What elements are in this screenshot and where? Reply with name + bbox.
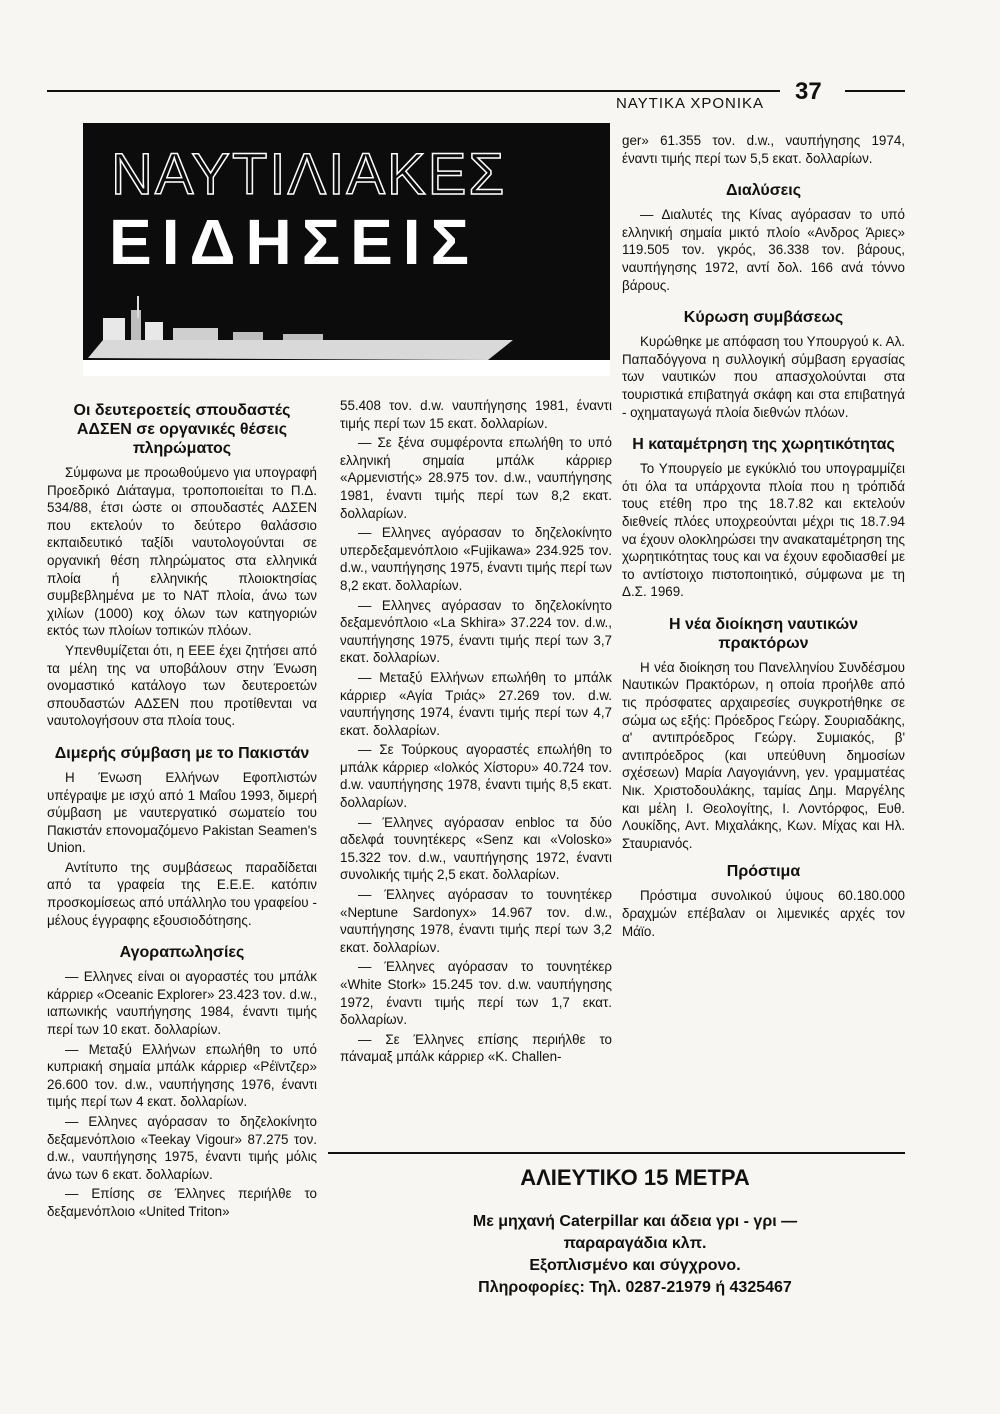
classified-ad (400, 1165, 870, 1299)
article-paragraph: Υπενθυμίζεται ότι, η ΕΕΕ έχει ζητήσει από τα μέλη της να υποβάλουν στην Ένωση ονομαστικό κατάλογο των δευτεροετών σπουδαστών ΑΔΣΕΝ που προτίθενται να ναυτολογήσουν στα πλοία τους. (47, 642, 317, 729)
running-title: ΝΑΥΤΙΚΑ ΧΡΟΝΙΚΑ (615, 95, 765, 112)
ship-illustration (83, 288, 610, 376)
header-rule-left (47, 90, 780, 92)
banner-title-line2: ΕΙΔΗΣΕΙΣ (109, 206, 479, 278)
article-paragraph: Πρόστιμα συνολικού ύψους 60.180.000 δραχμών επέβαλαν οι λιμενικές αρχές τον Μάϊο. (622, 888, 905, 939)
ad-divider (328, 1152, 905, 1154)
article-paragraph: Σύμφωνα με προωθούμενο για υπογραφή Προεδρικό Διάταγμα, τροποποιείται το Π.Δ. 534/88, έτσι ώστε οι σπουδαστές ΑΔΣΕΝ που εκτελούν το δεύτερο θαλάσσιο εκπαιδευτικό ταξίδι ναυτολογούνται σε οργανική θέση πληρώματος στα ελληνικά πλοία ή ελληνικής πλοιοκτησίας συμβεβλημένα με το ΝΑΤ πλοία, άνω των χιλίων (1000) κοχ όλων των κατηγοριών εκτός των πλοίων τοπικών πλόων. (47, 465, 317, 639)
page-number: 37 (795, 78, 822, 105)
sale-item: — Μεταξύ Ελλήνων επωλήθη το υπό κυπριακή σημαία μπάλκ κάρριερ «Ρέϊντζερ» 26.600 τον. d.w., ναυπήγησης 1976, έναντι τιμής περί των 4 εκατ. δολλαρίων. (47, 1041, 317, 1110)
heading-demolitions: Διαλύσεις (725, 182, 802, 200)
sale-item: — Επίσης σε Έλληνες περιήλθε το δεξαμενόπλοιο «United Triton» (47, 1186, 317, 1219)
ad-contact: Πληροφορίες: Τηλ. 0287-21979 ή 4325467 (478, 1279, 792, 1296)
article-paragraph: Αντίτυπο της συμβάσεως παραδίδεται από τα γραφεία της Ε.Ε.Ε. κατόπιν προσκομίσεως από υπάλληλο του γραφείου - μέλους έγγραφης εξουσιοδότησης. (47, 859, 317, 928)
article-paragraph: — Διαλυτές της Κίνας αγόρασαν το υπό ελληνική σημαία μικτό πλοίο «Ανδρος Άριες» 119.505 τον. γκρός, 36.338 τον. βάρους, ναυπήγησης 1972, αντί δολ. 166 ανά τόννο βάρους. (622, 207, 905, 293)
sale-item: — Ελληνες αγόρασαν το δηζελοκίνητο δεξαμενόπλοιο «Teekay Vigour» 87.275 τον. d.w., ναυπήγησης 1975, έναντι τιμής μόλις άνω των 6 εκατ. δολλαρίων. (47, 1114, 317, 1182)
sale-item: — Ελληνες είναι οι αγοραστές του μπάλκ κάρριερ «Oceanic Explorer» 23.423 τον. d.w., ιαπωνικής ναυπήγησης 1984, έναντι τιμής περί των 10 εκατ. δολλαρίων. (47, 969, 318, 1038)
column-2 (340, 397, 612, 1068)
article-paragraph: Η Ένωση Ελλήνων Εφοπλιστών υπέγραψε με ισχύ από 1 Μαΐου 1993, διμερή σύμβαση με ναυτεργατικό σωματείο του Πακιστάν επονομαζόμενο Pakistan Seamen's Union. (47, 769, 317, 856)
sale-item: — Σε Έλληνες επίσης περιήλθε το πάναμαξ μπάλκ κάρριερ «K. Challen- (340, 1031, 612, 1065)
sale-item: — Έλληνες αγόρασαν enbloc τα δύο αδελφά τουνητέκερς «Senz και «Volosko» 15.322 τον. d.w., ναυπήγησης 1972, έναντι συνολικής τιμής 2,5 εκατ. δολλαρίων. (340, 814, 612, 883)
sale-item: 55.408 τον. d.w. ναυπήγησης 1981, έναντι τιμής περί των 15 εκατ. δολλαρίων. (340, 398, 612, 431)
sale-item: — Σε Τούρκους αγοραστές επωλήθη το μπάλκ κάρριερ «Ιολκός Χίστορυ» 40.724 τον. d.w. ναυπήγησης 1978, έναντι τιμής 8,5 εκατ. δολλαρίων. (340, 742, 612, 811)
banner-title-line1: ΝΑΥΤΙΛΙΑΚΕΣ (111, 142, 507, 207)
heading-fines: Πρόστιμα (726, 863, 801, 881)
ad-line: Εξοπλισμένο και σύγχρονο. (529, 1257, 741, 1274)
heading-shipping-agents-board: Η νέα διοίκηση ναυτικών πρακτόρων (668, 615, 859, 652)
article-paragraph: Το Υπουργείο με εγκύκλιό του υπογραμμίζει ότι όλα τα υπάρχοντα πλοία που η τρόπιδά τους ετέθη προ της 18.7.82 και εκτελούν διεθνείς πλόες υποχρεούνται μέχρι τις 18.7.94 να έχουν ολοκληρώσει την ανακαταμέτρηση της χωρητικότητας τους και να έχουν εφοδιασθεί με το αντίστοιχο πιστοποιητικό, σύμφωνα με τη Δ.Σ. 1969. (622, 461, 905, 600)
column-3 (622, 132, 905, 942)
ad-title: ΑΛΙΕΥΤΙΚΟ 15 ΜΕΤΡΑ (520, 1165, 750, 1190)
heading-sales-purchases: Αγοραπωλησίες (119, 944, 245, 962)
sale-item: — Έλληνες αγόρασαν το τουνητέκερ «White Stork» 15.245 τον. d.w. ναυπήγησης 1972, έναντι τιμής περί των 1,7 εκατ. δολλαρίων. (340, 959, 612, 1028)
sale-item: — Έλληνες αγόρασαν το τουνητέκερ «Neptune Sardonyx» 14.967 τον. d.w., ναυπήγησης 1978, έναντι τιμής περί των 3,2 εκατ. δολλαρίων. (340, 887, 612, 955)
heading-tonnage-measurement: Η καταμέτρηση της χωρητικότητας (632, 436, 895, 454)
ad-line: παραραγάδια κλπ. (563, 1235, 707, 1252)
heading-adsen-students: Οι δευτεροετείς σπουδαστές ΑΔΣΕΝ σε οργανικές θέσεις πληρώματος (73, 402, 291, 457)
sale-item: — Σε ξένα συμφέροντα επωλήθη το υπό ελληνική σημαία μπάλκ κάρριερ «Αρμενιστής» 28.975 τον. d.w., ναυπήγησης 1981, έναντι τιμής περί των 8,2 εκατ. δολλαρίων. (340, 435, 612, 521)
sale-item: — Ελληνες αγόρασαν το δηζελοκίνητο υπερδεξαμενόπλοιο «Fujikawa» 234.925 τον. d.w., ναυπήγησης 1975, έναντι τιμής περί των 8,2 εκατ. δολλαρίων. (340, 525, 612, 593)
heading-agreement-ratification: Κύρωση συμβάσεως (683, 309, 844, 327)
sale-item: — Ελληνες αγόρασαν το δηζελοκίνητο δεξαμενόπλοιο «La Skhira» 37.224 τον. d.w., ναυπήγησης 1975, έναντι τιμής περί των 3,7 εκατ. δολλαρίων. (340, 597, 612, 666)
ad-line: Με μηχανή Caterpillar και άδεια γρι - γρι — (472, 1213, 798, 1230)
article-paragraph: Η νέα διοίκηση του Πανελληνίου Συνδέσμου Ναυτικών Πρακτόρων, η οποία προήλθε από τις πρόσφατες αρχαιρεσίες συγκροτήθηκε σε σώμα ως εξής: Πρόεδρος Γεώργ. Σουριαδάκης, α' αντιπρόεδρος Γεώργ. Συμιακός, β' αντιπρόεδρος (και υπεύθυνη δημοσίων σχέσεων) Μαρία Λαγογιάννη, γεν. γραμματέας Νικ. Χριστοδουλάκης, ταμίας Δημ. Μαργέλης και μέλη Ι. Θεολογίτης, Ι. Λοντόρφος, Ευθ. Λουκίδης, Αντ. Μιχαλάκης, Κων. Μίχας και Ηλ. Σταυριανός. (622, 659, 905, 851)
column-1 (47, 395, 317, 1223)
header-rule-right (845, 90, 905, 92)
sale-item: ger» 61.355 τον. d.w., ναυπήγησης 1974, έναντι τιμής περί των 5,5 εκατ. δολλαρίων. (622, 133, 905, 166)
article-paragraph: Κυρώθηκε με απόφαση του Υπουργού κ. Αλ. Παπαδόγγονα η συλλογική σύμβαση εργασίας των ναυτικών που απασχολούνται στα τουριστικά επιβατηγά σκάφη και στα επιβατηγά - οχηματαγωγά πλοία διεθνών πλόων. (622, 334, 905, 420)
heading-pakistan-agreement: Διμερής σύμβαση με το Πακιστάν (54, 744, 310, 762)
section-banner (83, 123, 610, 376)
sale-item: — Μεταξύ Ελλήνων επωλήθη το μπάλκ κάρριερ «Αγία Τριάς» 27.269 τον. d.w. ναυπήγησης 1974, έναντι τιμής περί των 4,7 εκατ. δολλαρίων. (340, 669, 612, 738)
